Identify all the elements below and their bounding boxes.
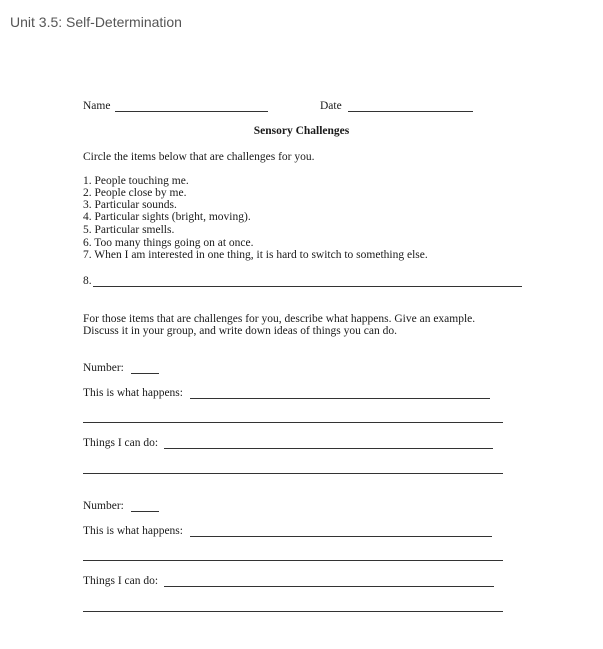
worksheet-title: Sensory Challenges [253, 125, 350, 137]
list-item[interactable]: 5. Particular smells. [83, 224, 175, 236]
things-line-2[interactable] [83, 611, 503, 612]
list-item[interactable]: 4. Particular sights (bright, moving). [83, 211, 251, 223]
things-line[interactable] [164, 586, 494, 587]
happens-label: This is what happens: [83, 387, 183, 399]
name-line[interactable] [115, 111, 268, 112]
name-label: Name [83, 100, 111, 112]
date-label: Date [320, 100, 342, 112]
happens-line-2[interactable] [83, 422, 503, 423]
things-label: Things I can do: [83, 575, 159, 587]
list-item[interactable]: 1. People touching me. [83, 175, 189, 187]
happens-line-2[interactable] [83, 560, 503, 561]
list-item[interactable]: 3. Particular sounds. [83, 199, 177, 211]
things-label: Things I can do: [83, 437, 159, 449]
date-line[interactable] [348, 111, 473, 112]
things-line-2[interactable] [83, 473, 503, 474]
instruction-text: Circle the items below that are challenges for you. [83, 151, 315, 163]
happens-line[interactable] [190, 398, 490, 399]
list-item[interactable]: 2. People close by me. [83, 187, 187, 199]
item8-label: 8. [83, 275, 92, 287]
list-item[interactable]: 7. When I am interested in one thing, it is hard to switch to something else. [83, 249, 428, 261]
list-item[interactable]: 6. Too many things going on at once. [83, 237, 254, 249]
number-label: Number: [83, 500, 124, 512]
describe-text-line2: Discuss it in your group, and write down ideas of things you can do. [83, 325, 397, 337]
number-line[interactable] [131, 373, 159, 374]
happens-label: This is what happens: [83, 525, 183, 537]
happens-line[interactable] [190, 536, 492, 537]
things-line[interactable] [164, 448, 493, 449]
number-line[interactable] [131, 511, 159, 512]
number-label: Number: [83, 362, 124, 374]
item8-line[interactable] [93, 286, 522, 287]
describe-text-line1: For those items that are challenges for you, describe what happens. Give an example. [83, 313, 476, 325]
unit-title: Unit 3.5: Self-Determination [10, 14, 182, 30]
